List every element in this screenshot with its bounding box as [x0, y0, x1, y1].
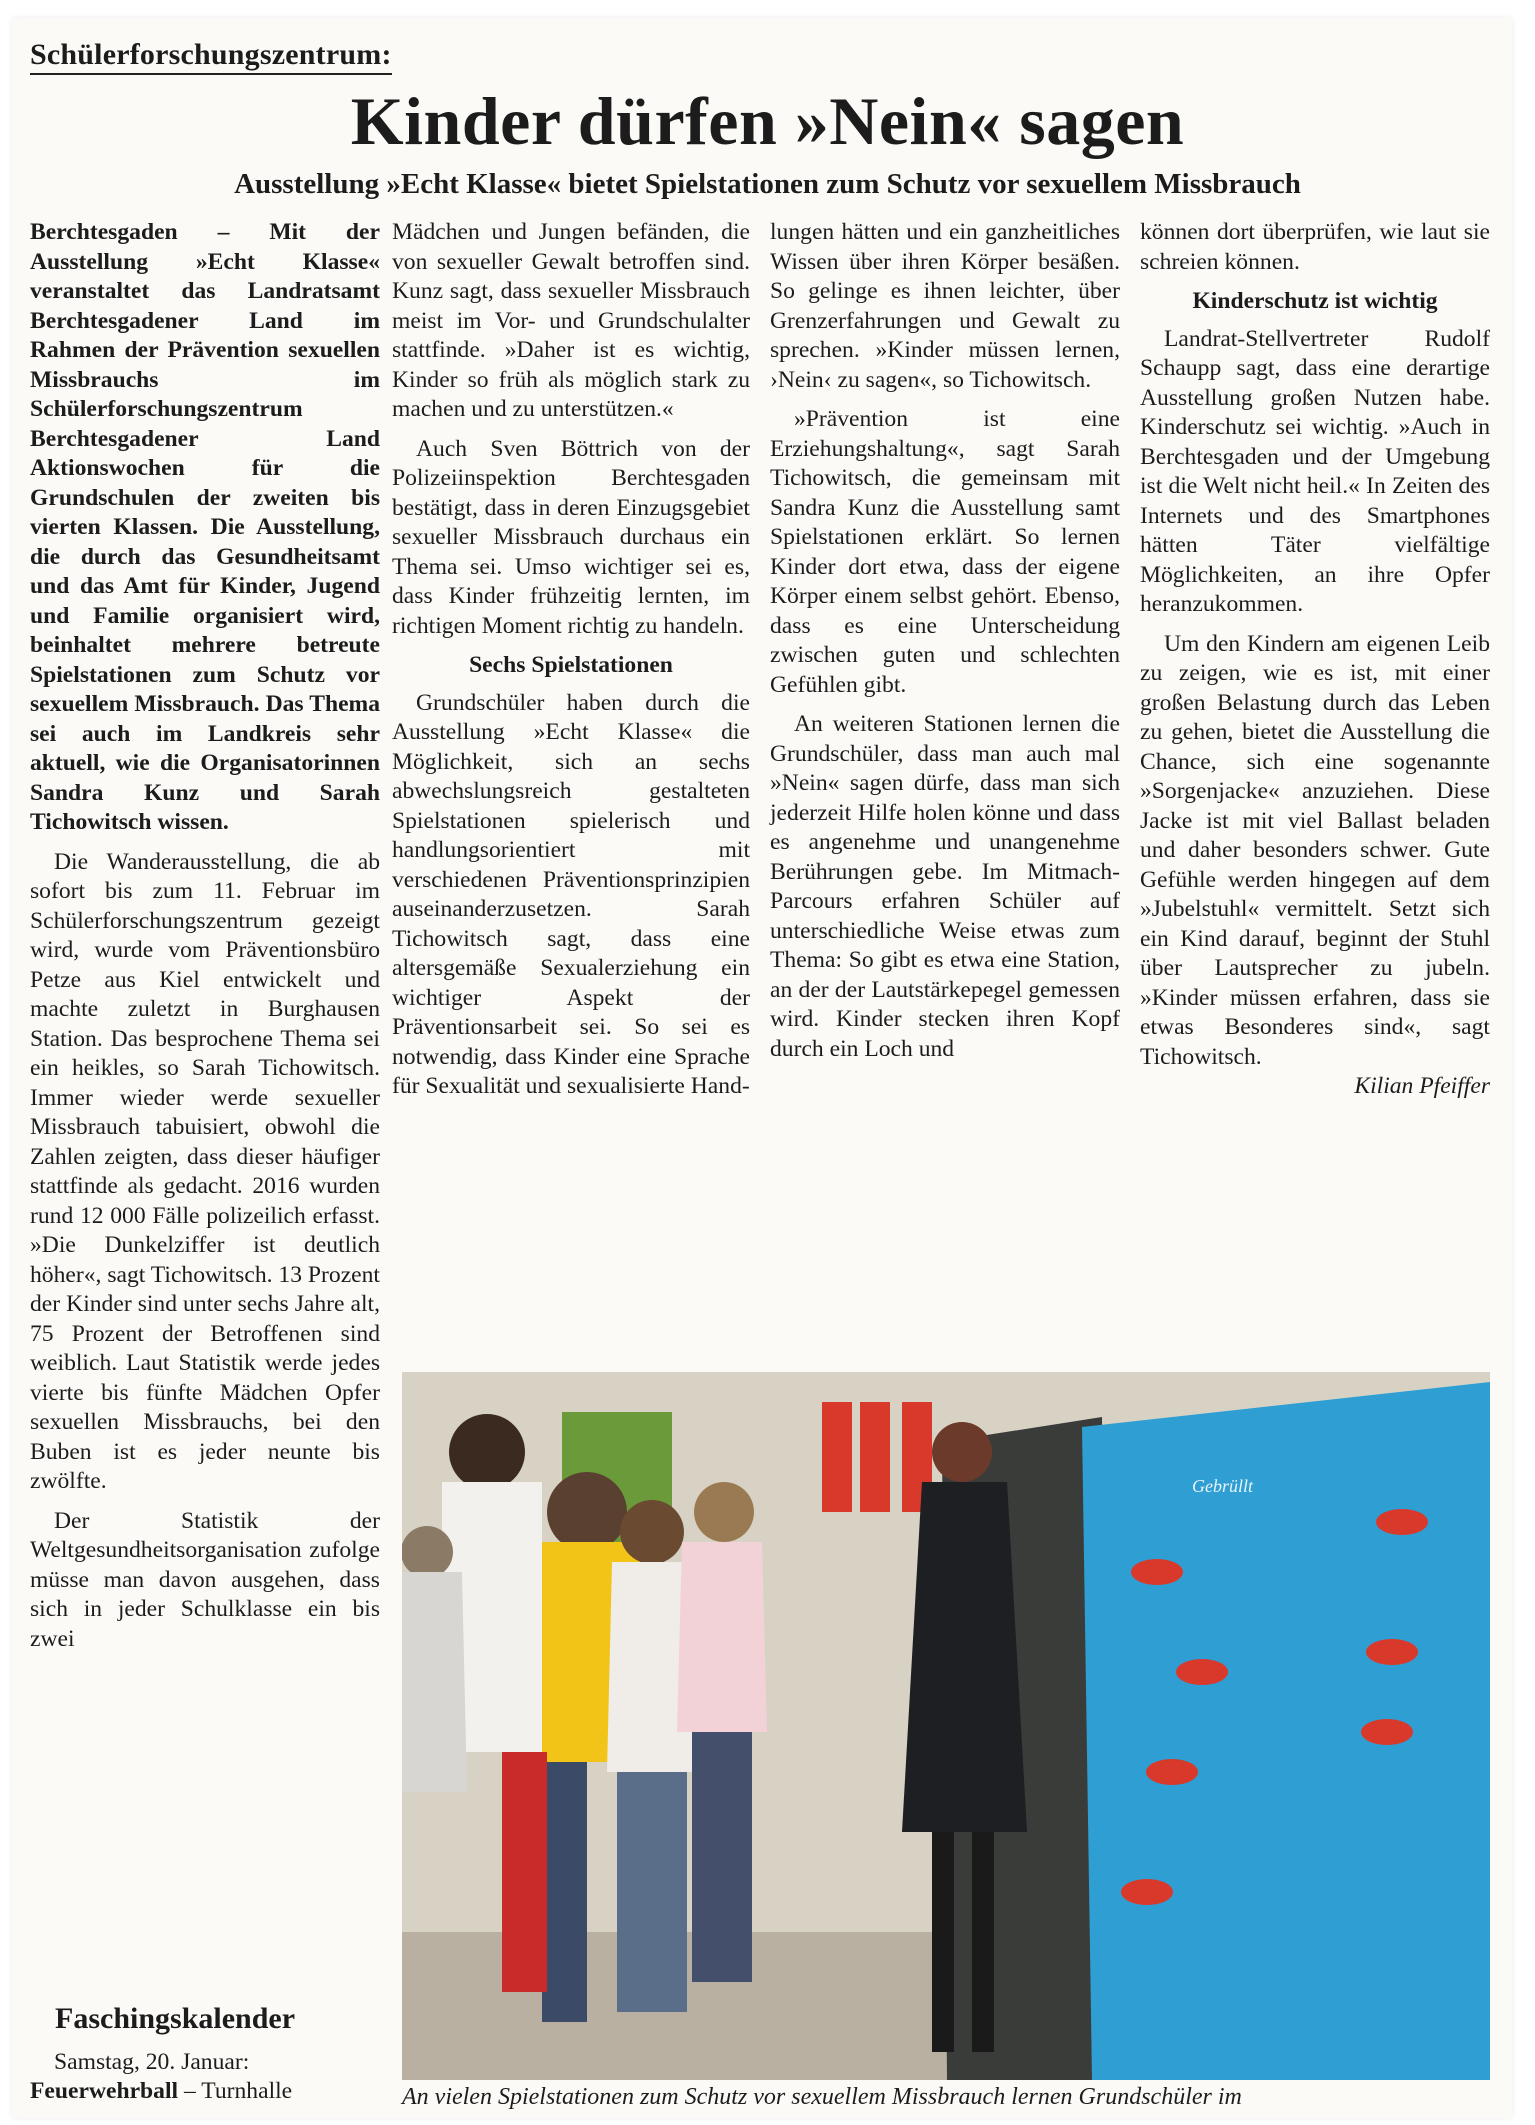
woman-dress: [902, 1482, 1027, 1832]
lips-icon: [1376, 1509, 1428, 1535]
lips-icon: [1366, 1639, 1418, 1665]
section-subhead: Sechs Spielstationen: [469, 652, 673, 678]
body-paragraph: Der Statistik der Weltgesundheitsorganisation zufolge müsse man davon ausgehen, dass sich in jeder Schulklasse ein bis zwei: [30, 1507, 380, 1652]
article-column-3: [770, 218, 1120, 1064]
lips-icon: [1361, 1719, 1413, 1745]
body-paragraph: Die Wanderausstellung, die ab sofort bis zum 11. Februar im Schülerforschungszentrum gezeigt wird, wurde vom Präventionsbüro Petze aus Kiel entwickelt und machte zuletzt in Burghausen Station. Das besprochene Thema sei ein heikles, so Sarah Tichowitsch. Immer wieder werde sexueller Missbrauch tabuisiert, obwohl die Zahlen zeigten, dass dieser häufiger stattfinde als gedacht. 2016 wurden rund 12 000 Fälle polizeilich erfasst. »Die Dunkelziffer ist deutlich höher«, sagt Tichowitsch. 13 Prozent der Kinder sind unter sechs Jahre alt, 75 Prozent der Betroffenen sind weiblich. Laut Statistik werde jedes vierte bis fünfte Mädchen Opfer sexuellen Missbrauchs, bei den Buben ist es jeder neunte bis zwölfte.: [30, 848, 380, 1494]
body-paragraph: »Prävention ist eine Erziehungshaltung«, sagt Sarah Tichowitsch, die gemeinsam mit Sandra Kunz die Ausstellung samt Spielstationen erklärt. So lernen Kinder dort etwa, dass der eigene Körper einem selbst gehört. Ebenso, dass es eine Unterscheidung zwischen guten und schlechten Gefühlen gibt.: [770, 406, 1120, 698]
blue-board: [1082, 1382, 1490, 2080]
body-paragraph: Grundschüler haben durch die Ausstellung »Echt Klasse« die Möglichkeit, sich an sechs abwechslungsreich gestalteten Spielstationen spielerisch und handlungsorientiert mit verschiedenen Präventionsprinzipien auseinanderzusetzen. Sarah Tichowitsch sagt, dass eine altersgemäße Sexualerziehung ein wichtiger Aspekt der Präventionsarbeit sei. So sei es notwendig, dass Kinder eine Sprache für Sexualität und sexualisierte Hand-: [392, 689, 750, 1099]
body-paragraph: Mädchen und Jungen befänden, die von sexueller Gewalt betroffen sind. Kunz sagt, dass sexueller Missbrauch meist im Vor- und Grundschulalter stattfinde. »Daher ist es wichtig, Kinder so früh als möglich stark zu machen und zu unterstützen.«: [392, 219, 750, 422]
article-headline: Kinder dürfen »Nein« sagen: [350, 83, 1185, 159]
photo-caption: An vielen Spielstationen zum Schutz vor sexuellem Missbrauch lernen Grundschüler im: [402, 2084, 1242, 2110]
section-subhead: Kinderschutz ist wichtig: [1192, 288, 1438, 314]
body-paragraph: Auch Sven Böttrich von der Polizeiinspektion Berchtesgaden bestätigt, dass in deren Einzugsgebiet sexueller Missbrauch durchaus ein Thema sei. Umso wichtiger sei es, dass Kinder frühzeitig lernten, im richtigen Moment richtig zu handeln.: [392, 435, 750, 639]
sidebar-title: Faschingskalender: [55, 2002, 296, 2035]
article-column-2: [392, 218, 750, 1102]
event-list: [30, 2048, 380, 2106]
article-kicker: Schülerforschungszentrum:: [30, 38, 392, 75]
lips-icon: [1146, 1759, 1198, 1785]
child-head: [547, 1472, 627, 1552]
article-photo: [402, 1372, 1490, 2080]
article-subheadline: Ausstellung »Echt Klasse« bietet Spielstationen zum Schutz vor sexuellem Missbrauch: [234, 168, 1301, 200]
article-column-1: [30, 218, 380, 1654]
event-day: Samstag, 20. Januar:: [54, 2049, 250, 2075]
article-column-4: [1140, 218, 1490, 1102]
body-paragraph: können dort überprüfen, wie laut sie schreien können.: [1140, 219, 1490, 275]
lips-icon: [1121, 1879, 1173, 1905]
event-place: – Turnhalle: [178, 2078, 293, 2104]
body-paragraph: An weiteren Stationen lernen die Grundschüler, dass man auch mal »Nein« sagen dürfe, dass man sich jederzeit Hilfe holen könne und dass es angenehme und unangenehme Berührungen gebe. Im Mitmach-Parcours erfahren Schüler auf unterschiedliche Weise etwas zum Thema: So gibt es etwa eine Station, an der der Lautstärkepegel gemessen wird. Kinder stecken ihren Kopf durch ein Loch und: [770, 711, 1120, 1062]
board-heading: Gebrüllt: [1192, 1476, 1253, 1496]
event-line: [30, 2077, 380, 2106]
body-paragraph: Um den Kindern am eigenen Leib zu zeigen, wie es ist, mit einer großen Belastung durch das Leben zu gehen, bietet die Ausstellung die Chance, sich eine sogenannte »Sorgenjacke« anzuziehen. Diese Jacke ist mit viel Ballast beladen und daher besonders schwer. Gute Gefühle werden hingegen auf dem »Jubelstuhl« vermittelt. Setzt sich ein Kind darauf, beginnt der Stuhl über Lautsprecher zu jubeln. »Kinder müssen erfahren, dass sie etwas Besonderes sind«, sagt Tichowitsch.: [1140, 630, 1490, 1070]
author-byline: Kilian Pfeiffer: [1354, 1073, 1490, 1099]
photo-illustration: [402, 1372, 1490, 2080]
lips-icon: [1131, 1559, 1183, 1585]
lead-paragraph: Berchtesgaden – Mit der Ausstellung »Echt Klasse« veranstaltet das Landratsamt Berchtesgadener Land im Rahmen der Prävention sexuellen Missbrauchs im Schülerforschungszentrum Berchtesgadener Land Aktionswochen für die Grundschulen der zweiten bis vierten Klassen. Die Ausstellung, die durch das Gesundheitsamt und das Amt für Kinder, Jugend und Familie organisiert wird, beinhaltet mehrere betreute Spielstationen zum Schutz vor sexuellem Missbrauch. Das Thema sei auch im Landkreis sehr aktuell, wie die Organisatorinnen Sandra Kunz und Sarah Tichowitsch wissen.: [30, 219, 380, 835]
event-name: Feuerwehrball: [30, 2078, 179, 2104]
woman-head: [932, 1422, 992, 1482]
red-pants: [502, 1752, 547, 1992]
body-paragraph: Landrat-Stellvertreter Rudolf Schaupp sagt, dass eine derartige Ausstellung großen Nutzen habe. Kinderschutz sei wichtig. »Auch in Berchtesgaden und der Umgebung ist die Welt nicht heil.« In Zeiten des Internets und des Smartphones hätten Täter vielfältige Möglichkeiten, an ihre Opfer heranzukommen.: [1140, 325, 1490, 617]
body-paragraph: lungen hätten und ein ganzheitliches Wissen über ihren Körper besäßen. So gelinge es ihnen leichter, über Grenzerfahrungen und Gewalt zu sprechen. »Kinder müssen lernen, ›Nein‹ zu sagen«, so Tichowitsch.: [770, 219, 1120, 393]
lips-icon: [1176, 1659, 1228, 1685]
